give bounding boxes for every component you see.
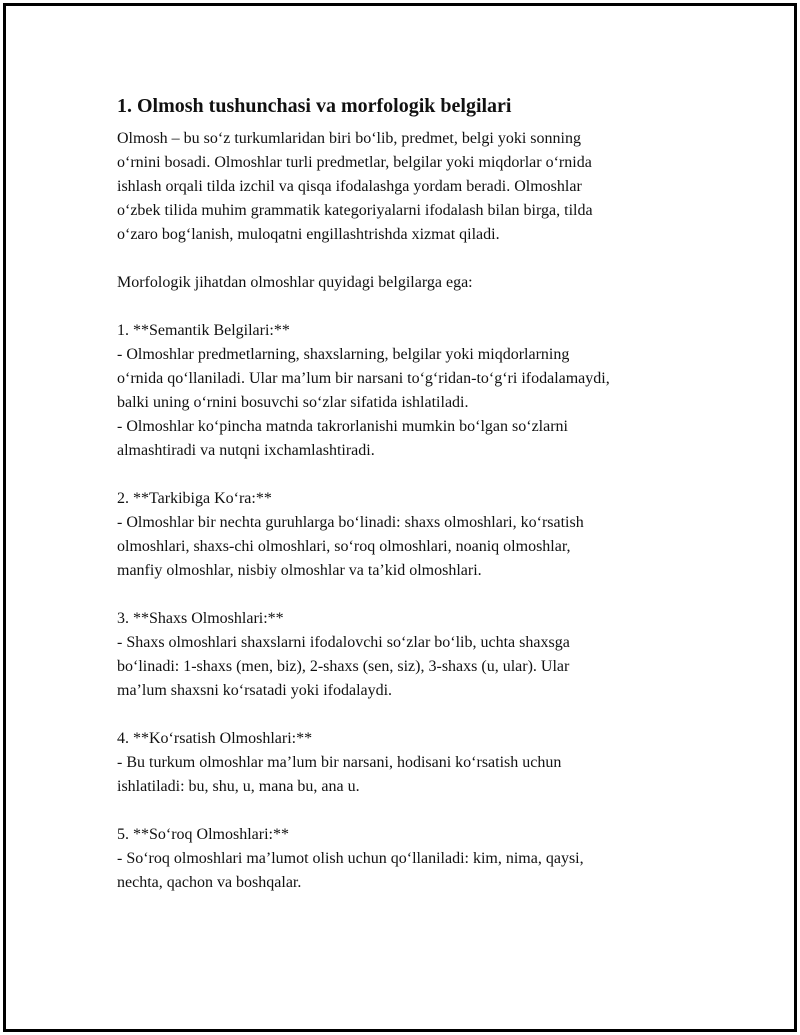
list-item-body: - Bu turkum olmoshlar ma’lum bir narsani, hodisani ko‘rsatish uchun ishlatiladi: bu, shu, u, mana bu, ana u. bbox=[117, 754, 562, 795]
intro-paragraph: Olmosh – bu so‘z turkumlaridan biri bo‘lib, predmet, belgi yoki sonning o‘rnini bosadi. Olmoshlar turli predmetlar, belgilar yoki miqdorlar o‘rnida ishlash orqali tilda izchil va qisqa ifodalashga yordam beradi. Olmoshlar o‘zbek tilida muhim grammatik kategoriyalarni ifodalash bilan birga, tilda o‘zaro bog‘lanish, muloqatni engillashtrishda xizmat qiladi. bbox=[117, 130, 593, 243]
list-item-personal bbox=[117, 607, 697, 703]
paragraph-spacer bbox=[117, 295, 697, 319]
list-item-body: - Shaxs olmoshlari shaxslarni ifodalovchi so‘zlar bo‘lib, uchta shaxsga bo‘linadi: 1-shaxs (men, biz), 2-shaxs (sen, siz), 3-shaxs (u, ular). Ular ma’lum shaxsni ko‘rsatadi yoki ifodalaydi. bbox=[117, 634, 570, 699]
list-item-heading: 5. **So‘roq Olmoshlari:** bbox=[117, 826, 289, 843]
list-item-body: - So‘roq olmoshlari ma’lumot olish uchun qo‘llaniladi: kim, nima, qaysi, nechta, qachon va boshqalar. bbox=[117, 850, 584, 891]
lead-paragraph: Morfologik jihatdan olmoshlar quyidagi belgilarga ega: bbox=[117, 274, 473, 291]
paragraph-spacer bbox=[117, 583, 697, 607]
list-item-demonstrative bbox=[117, 727, 697, 799]
list-item-heading: 3. **Shaxs Olmoshlari:** bbox=[117, 610, 284, 627]
list-item-heading: 4. **Ko‘rsatish Olmoshlari:** bbox=[117, 730, 313, 747]
paragraph-spacer bbox=[117, 247, 697, 271]
list-item-interrogative bbox=[117, 823, 697, 895]
list-item-body: - Olmoshlar predmetlarning, shaxslarning, belgilar yoki miqdorlarning o‘rnida qo‘llaniladi. Ular ma’lum bir narsani to‘g‘ridan-to‘g‘ri ifodalamaydi, balki uning o‘rnini bosuvchi so‘zlar sifatida ishlatiladi. - Olmoshlar ko‘pincha matnda takrorlanishi mumkin bo‘lgan so‘zlarni almashtiradi va nutqni ixchamlashtiradi. bbox=[117, 346, 610, 459]
paragraph-spacer bbox=[117, 799, 697, 823]
list-item-semantic bbox=[117, 319, 697, 463]
paragraph-spacer bbox=[117, 703, 697, 727]
list-item-heading: 1. **Semantik Belgilari:** bbox=[117, 322, 290, 339]
list-item-body: - Olmoshlar bir nechta guruhlarga bo‘linadi: shaxs olmoshlari, ko‘rsatish olmoshlari, shaxs-chi olmoshlari, so‘roq olmoshlari, noaniq olmoshlar, manfiy olmoshlar, nisbiy olmoshlar va ta’kid olmoshlari. bbox=[117, 514, 584, 579]
list-item-heading: 2. **Tarkibiga Ko‘ra:** bbox=[117, 490, 272, 507]
paragraph-spacer bbox=[117, 463, 697, 487]
section-title: 1. Olmosh tushunchasi va morfologik belgilari bbox=[117, 95, 512, 117]
document-body bbox=[117, 93, 697, 895]
list-item-composition bbox=[117, 487, 697, 583]
